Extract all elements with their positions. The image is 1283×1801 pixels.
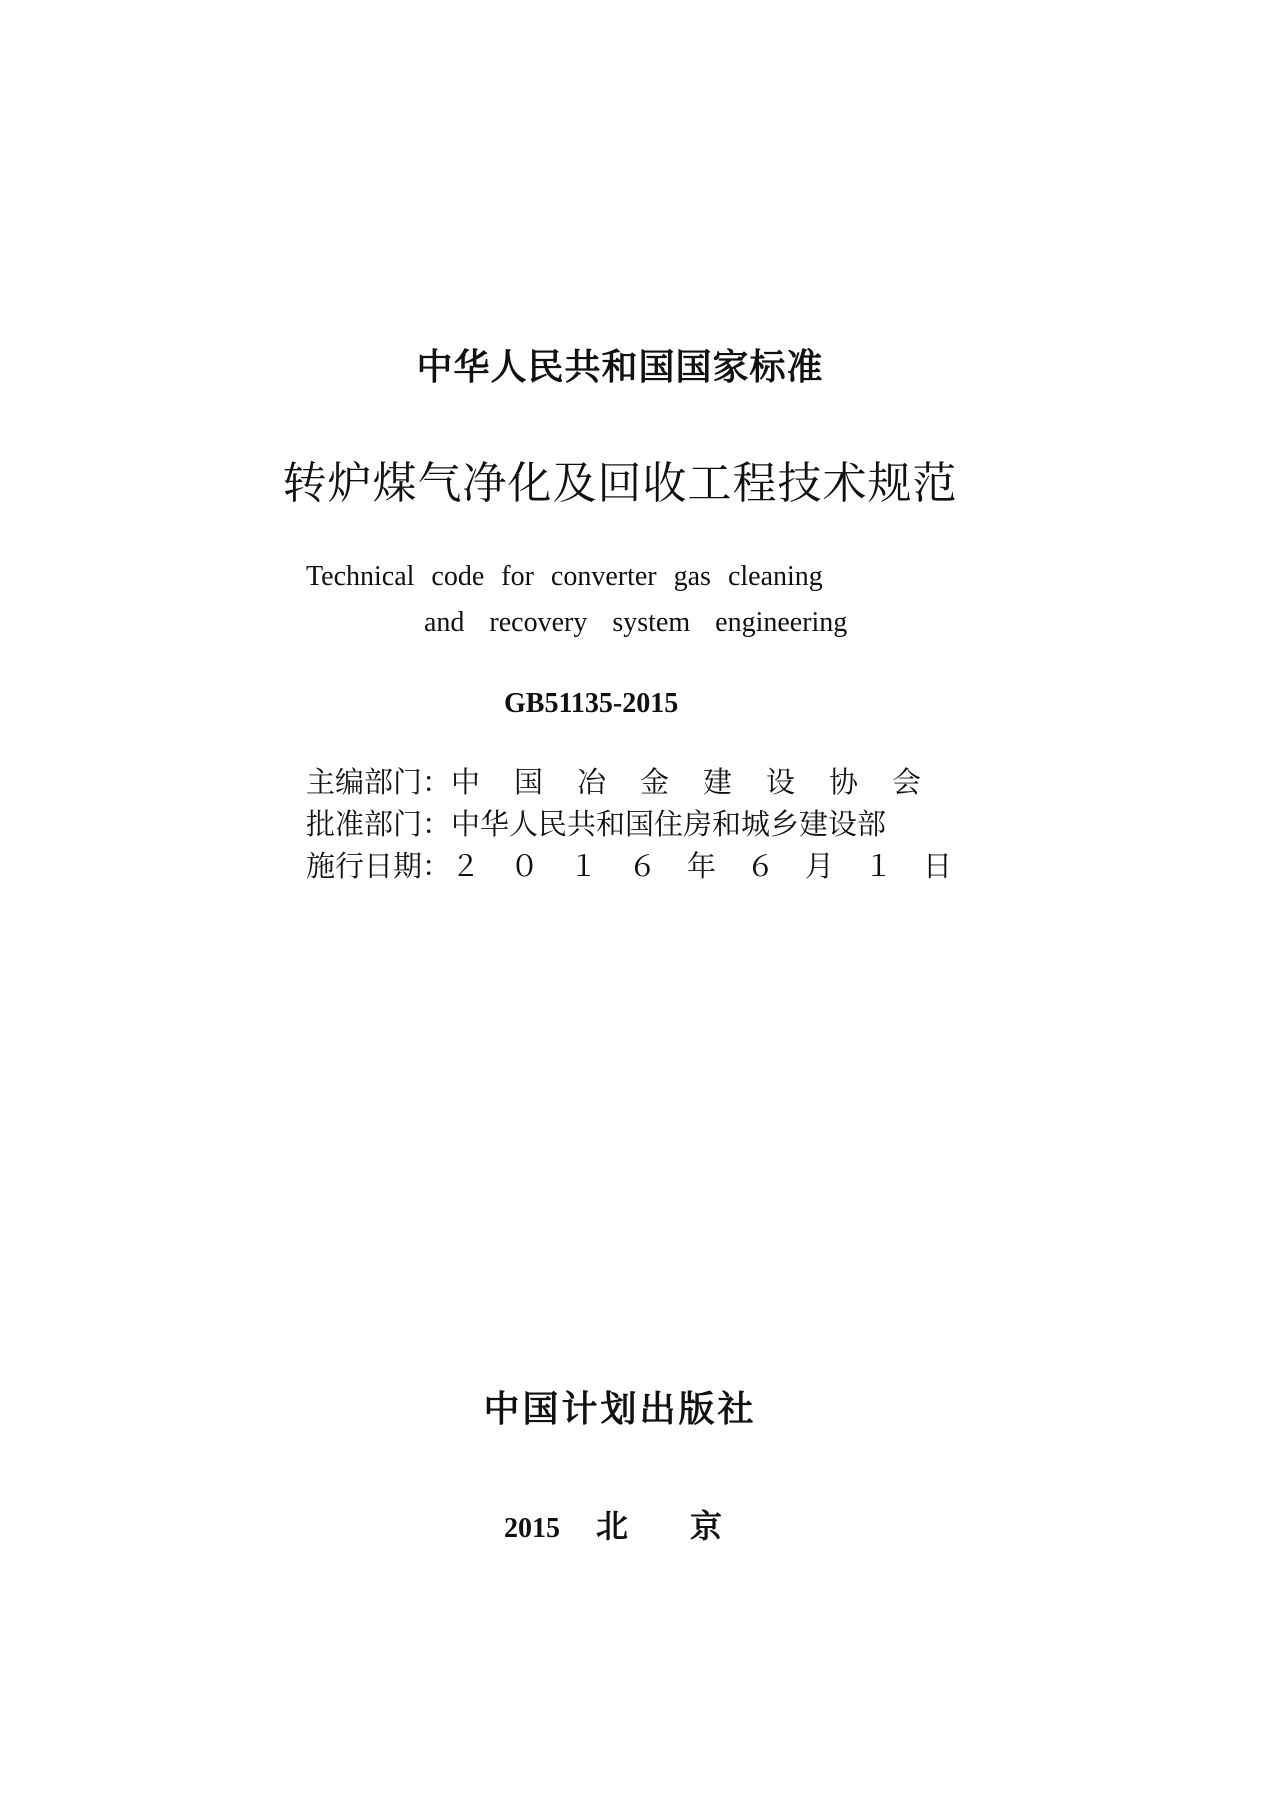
approver-value: 中华人民共和国住房和城乡建设部 [451,807,887,841]
editor-label: 主编部门： [306,765,452,799]
approver-label: 批准部门： [306,807,452,841]
english-title-line-2: and recovery system engineering [424,607,848,638]
publisher-name: 中国计划出版社 [483,1389,757,1430]
approver-row [306,807,887,841]
publication-place-row [504,1507,785,1545]
editor-row [306,765,956,799]
english-title-line-1: Technical code for converter gas cleaning [306,561,823,592]
standard-code: GB51135-2015 [504,688,679,719]
effective-date-label: 施行日期： [306,849,452,883]
chinese-title: 转炉煤气净化及回收工程技术规范 [282,458,958,509]
effective-date-row [306,849,983,883]
publication-city: 北京 [596,1507,785,1545]
editor-value: 中国冶金建设协会 [451,765,956,799]
effective-date-value: ２０１６年６月１日 [451,849,983,883]
national-standard-heading: 中华人民共和国国家标准 [416,347,824,388]
publication-year: 2015 [504,1513,560,1544]
